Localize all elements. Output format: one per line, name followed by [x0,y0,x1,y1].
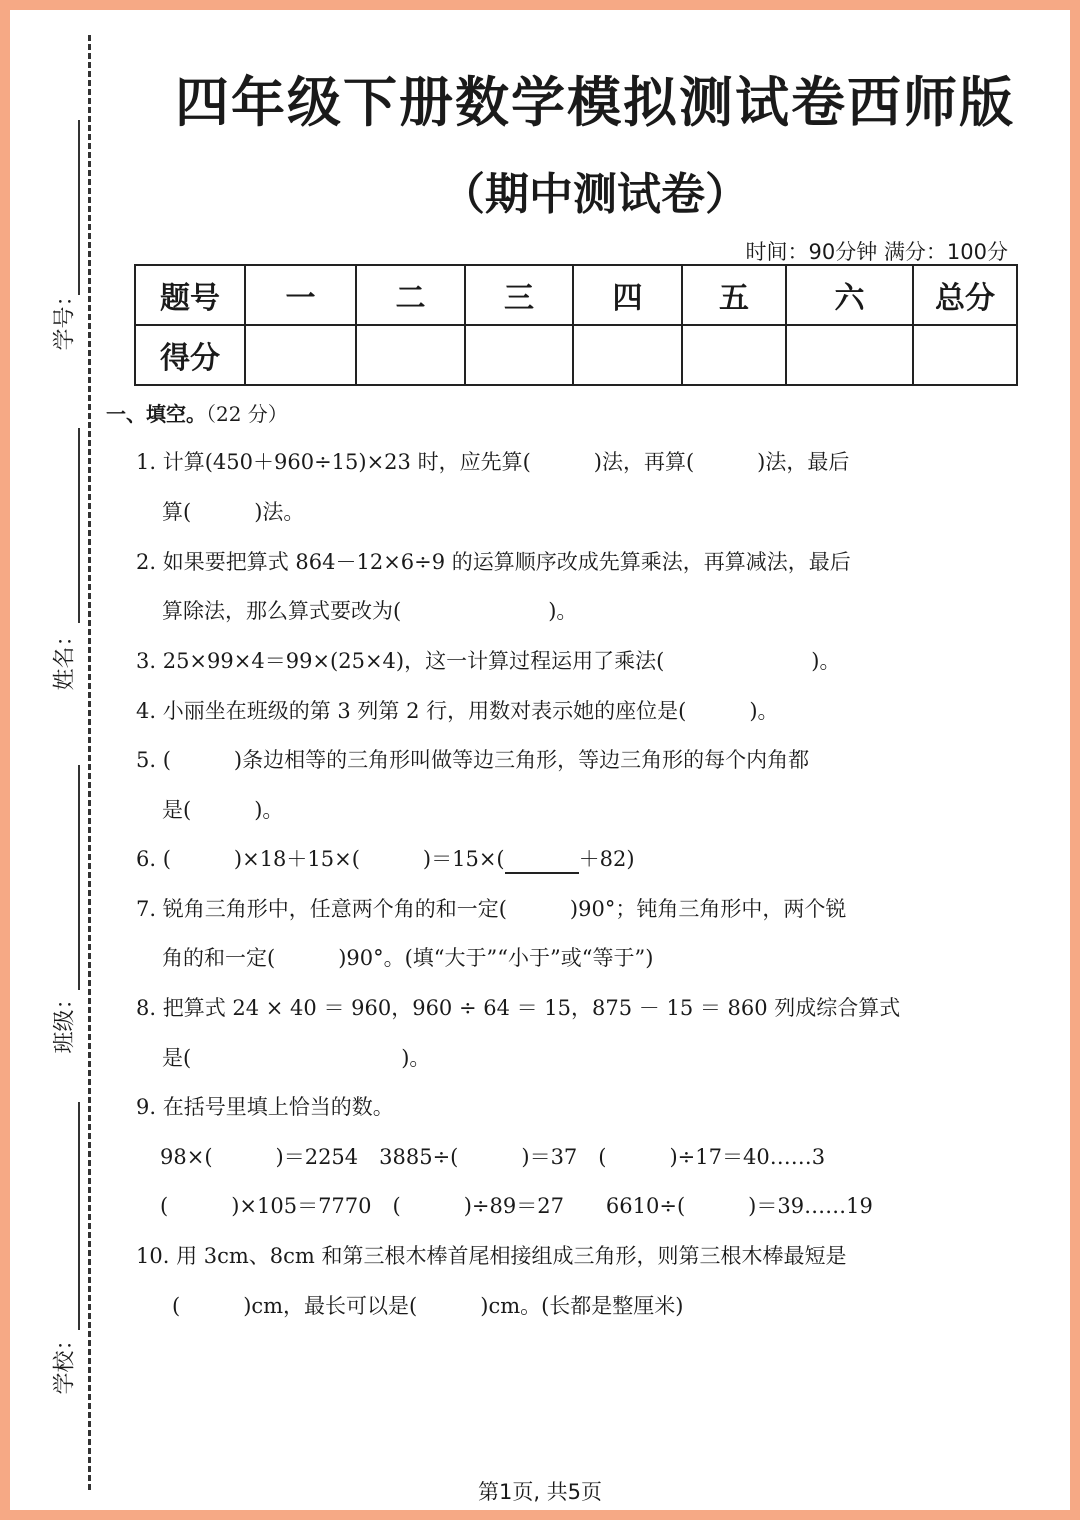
section-1-heading [106,398,288,427]
student-id-field [30,120,90,370]
question-6 [136,844,635,874]
score-header-cell: 一 [245,265,356,325]
question-10-line-1: 10. 用 3cm、8cm 和第三根木棒首尾相接组成三角形，则第三根木棒最短是 [136,1244,847,1268]
question-8-line-1: 8. 把算式 24 × 40 ＝ 960，960 ÷ 64 ＝ 15，875 － 15 ＝ 860 列成综合算式 [136,996,901,1020]
class-label: 班级： [52,987,78,1054]
question-2-line-2: 算除法，那么算式要改为( )。 [162,599,578,623]
score-header-cell: 总分 [913,265,1017,325]
score-table-header-row [135,265,1017,325]
page-number: 第1页, 共5页 [477,1480,603,1504]
score-table-score-row [135,325,1017,385]
score-entry-cell[interactable] [573,325,682,385]
question-7-line-2: 角的和一定( )90°。(填“大于”“小于”或“等于”) [162,946,654,970]
score-entry-cell[interactable] [786,325,913,385]
section-1-title: 一、填空。 [106,402,206,426]
score-entry-cell[interactable] [245,325,356,385]
score-header-cell: 四 [573,265,682,325]
name-line [78,428,80,623]
question-9-line-2: 98×( )＝2254 3885÷( )＝37 ( )÷17＝40……3 [160,1145,826,1169]
question-1-line-2: 算( )法。 [162,500,305,524]
score-entry-cell[interactable] [913,325,1017,385]
name-field [30,428,90,708]
question-5-line-1: 5. ( )条边相等的三角形叫做等边三角形，等边三角形的每个内角都 [136,748,810,772]
score-row-label: 得分 [135,325,245,385]
question-9-line-1: 9. 在括号里填上恰当的数。 [136,1095,394,1119]
score-entry-cell[interactable] [356,325,465,385]
score-header-cell: 题号 [135,265,245,325]
question-5-line-2: 是( )。 [162,798,284,822]
student-id-line [78,120,80,295]
exam-page [10,10,1070,1510]
score-entry-cell[interactable] [682,325,786,385]
question-8-line-2: 是( )。 [162,1046,431,1070]
question-10-line-2: ( )cm，最长可以是( )cm。(长都是整厘米) [172,1294,684,1318]
score-header-cell: 五 [682,265,786,325]
question-2-line-1: 2. 如果要把算式 864－12×6÷9 的运算顺序改成先算乘法，再算减法，最后 [136,550,851,574]
school-line [78,1102,80,1330]
question-6-part-a: 6. ( )×18＋15×( )＝15×( [136,847,505,871]
question-6-underline-blank[interactable] [505,852,579,874]
question-9-line-3: ( )×105＝7770 ( )÷89＝27 6610÷( )＝39……19 [160,1194,873,1218]
score-table [134,264,1018,386]
school-label: 学校： [52,1328,78,1395]
question-7-line-1: 7. 锐角三角形中，任意两个角的和一定( )90°；钝角三角形中，两个锐 [136,897,847,921]
question-4: 4. 小丽坐在班级的第 3 列第 2 行，用数对表示她的座位是( )。 [136,699,779,723]
class-line [78,765,80,990]
exam-meta: 时间：90分钟 满分：100分 [745,240,1008,264]
question-3: 3. 25×99×4＝99×(25×4)，这一计算过程运用了乘法( )。 [136,649,841,673]
question-6-part-b: ＋82) [578,847,635,871]
question-1-line-1: 1. 计算(450＋960÷15)×23 时，应先算( )法，再算( )法，最后 [136,450,850,474]
score-entry-cell[interactable] [465,325,573,385]
score-header-cell: 六 [786,265,913,325]
page-subtitle: （期中测试卷） [441,169,749,220]
page-title: 四年级下册数学模拟测试卷西师版 [175,71,1015,134]
class-field [30,765,90,1065]
section-1-points: （22 分） [206,402,288,426]
score-header-cell: 二 [356,265,465,325]
name-label: 姓名： [52,624,78,691]
score-header-cell: 三 [465,265,573,325]
student-id-label: 学号： [52,284,78,351]
school-field [30,1102,90,1402]
